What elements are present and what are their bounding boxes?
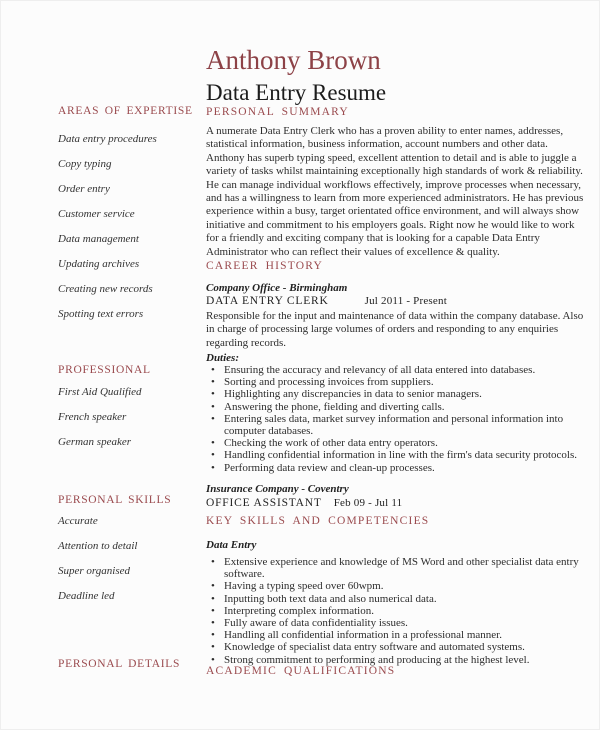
document-title: Data Entry Resume <box>206 80 387 105</box>
duty-item: • Handling confidential information in line with the firm's data security protocols. <box>206 449 586 461</box>
skill-item: • Fully aware of data confidentiality issues. <box>206 617 586 629</box>
duties-list <box>206 364 586 474</box>
duties-label: Duties: <box>206 352 239 364</box>
duty-item: • Ensuring the accuracy and relevancy of all data entered into databases. <box>206 364 586 376</box>
sidebar-item: First Aid Qualified <box>58 386 142 398</box>
job-dates: Jul 2011 - Present <box>364 295 447 307</box>
skill-item: • Extensive experience and knowledge of MS Word and other specialist data entry software. <box>206 556 586 580</box>
sidebar-section-personal-skills <box>58 494 203 506</box>
job-role-row <box>206 497 586 509</box>
skill-item: • Strong commitment to performing and producing at the highest level. <box>206 654 586 666</box>
sidebar-item: German speaker <box>58 436 132 448</box>
job-role: DATA ENTRY CLERK <box>206 295 329 307</box>
sidebar-item: Accurate <box>58 515 98 527</box>
academic-qualifications-heading: ACADEMIC QUALIFICATIONS <box>206 665 396 677</box>
sidebar-heading-areas-of-expertise: AREAS OF EXPERTISE <box>58 105 193 117</box>
sidebar-item: Order entry <box>58 183 110 195</box>
sidebar-item: French speaker <box>58 411 127 423</box>
sidebar-item: Customer service <box>58 208 135 220</box>
sidebar-section-professional <box>58 364 203 376</box>
duty-item: • Answering the phone, fielding and diverting calls. <box>206 401 586 413</box>
skill-item: • Interpreting complex information. <box>206 605 586 617</box>
personal-summary-text: A numerate Data Entry Clerk who has a proven ability to enter names, addresses, statistical information, business information, account numbers and other data. Anthony has superb typing speed, excellent attention to detail and is able to juggle a variety of tasks whilst maintaining exceptionally high standards of work & reliability. He can manage individual workflows effectively, improve processes when necessary, and has a willingness to learn from more experienced administrators. He has previous experience within a busy, target orientated office environment, and will always show initiative and commitment to his employers goals. Right now he would like to work for a friendly and exciting company that is looking for a capable Data Entry Administrator who can reflect their values of excellence & quality. <box>206 125 584 258</box>
duty-item: • Highlighting any discrepancies in data to senior managers. <box>206 388 586 400</box>
sidebar-heading-personal-details: PERSONAL DETAILS <box>58 658 181 670</box>
duty-item: • Entering sales data, market survey information and personal information into computer databases. <box>206 413 586 437</box>
sidebar-item: Data entry procedures <box>58 133 157 145</box>
sidebar-item: Spotting text errors <box>58 308 144 320</box>
duty-item: • Checking the work of other data entry operators. <box>206 437 586 449</box>
candidate-name: Anthony Brown <box>206 45 381 75</box>
duty-item: • Sorting and processing invoices from suppliers. <box>206 376 586 388</box>
sidebar-list-professional <box>58 385 203 460</box>
duty-item: • Performing data review and clean-up processes. <box>206 462 586 474</box>
sidebar-item: Super organised <box>58 565 131 577</box>
sidebar-item: Updating archives <box>58 258 140 270</box>
personal-summary-heading: PERSONAL SUMMARY <box>206 106 349 118</box>
key-skills-subheading: Data Entry <box>206 539 257 551</box>
sidebar-item: Deadline led <box>58 590 115 602</box>
skill-item: • Handling all confidential information in a professional manner. <box>206 629 586 641</box>
key-skills-list <box>206 556 586 666</box>
job-company: Insurance Company - Coventry <box>206 483 349 495</box>
job-dates: Feb 09 - Jul 11 <box>333 497 403 509</box>
sidebar-section-personal-details <box>58 658 203 670</box>
sidebar-heading-personal-skills: PERSONAL SKILLS <box>58 494 172 506</box>
sidebar-item: Attention to detail <box>58 540 138 552</box>
sidebar-item: Data management <box>58 233 139 245</box>
job-role-row <box>206 295 586 307</box>
skill-item: • Having a typing speed over 60wpm. <box>206 580 586 592</box>
sidebar-item: Creating new records <box>58 283 153 295</box>
key-skills-heading: KEY SKILLS AND COMPETENCIES <box>206 515 430 527</box>
sidebar-list-areas-of-expertise <box>58 132 203 332</box>
job-company: Company Office - Birmingham <box>206 282 348 294</box>
skill-item: • Inputting both text data and also numerical data. <box>206 593 586 605</box>
sidebar-section-areas-of-expertise <box>58 105 203 117</box>
sidebar-list-personal-skills <box>58 514 203 614</box>
job-description: Responsible for the input and maintenance of data within the company database. Also in charge of processing large volumes of orders and responding to any enquiries regarding records. <box>206 310 584 349</box>
sidebar-item: Copy typing <box>58 158 112 170</box>
skill-item: • Knowledge of specialist data entry software and automated systems. <box>206 641 586 653</box>
job-role: OFFICE ASSISTANT <box>206 497 322 509</box>
career-history-heading: CAREER HISTORY <box>206 260 324 272</box>
sidebar-heading-professional: PROFESSIONAL <box>58 364 151 376</box>
